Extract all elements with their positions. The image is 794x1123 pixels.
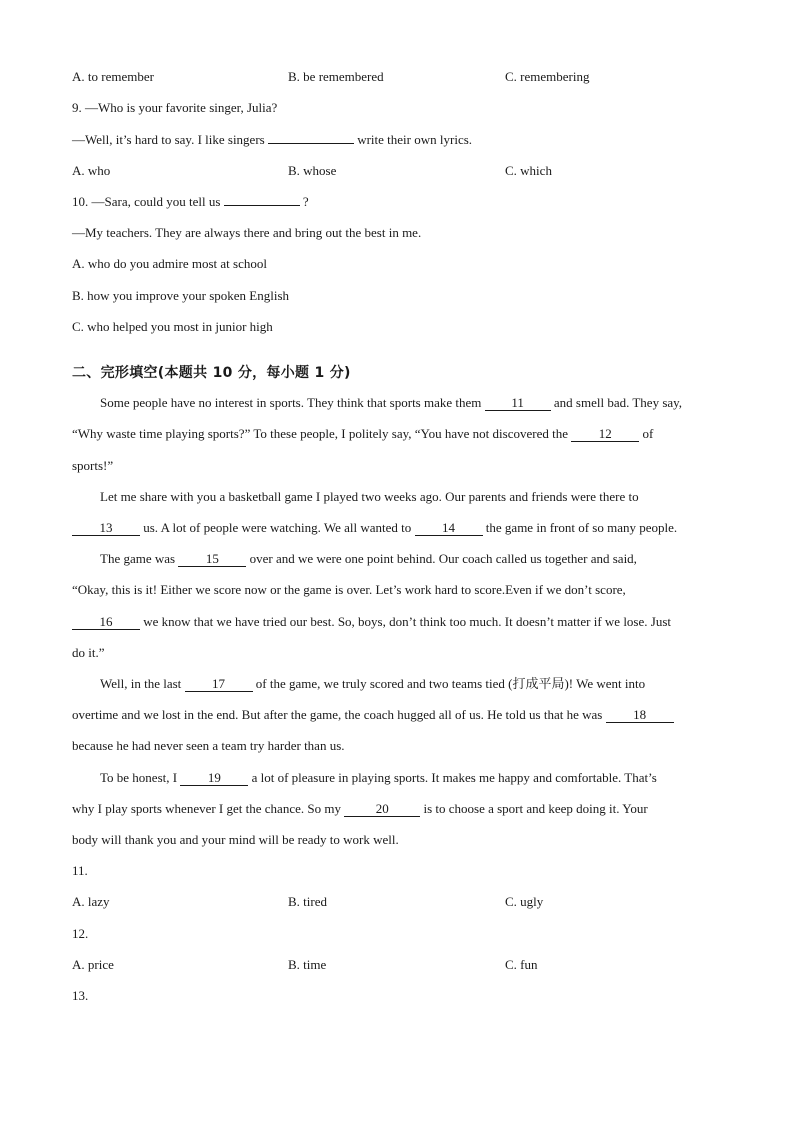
q11-option-a: A. lazy — [72, 894, 110, 909]
blank-13: 13 — [72, 521, 140, 536]
p4-text: overtime and we lost in the end. But after the game, the coach hugged all of us. He told us that he was — [72, 707, 603, 722]
q9-stem: 9. —Who is your favorite singer, Julia? — [72, 100, 278, 115]
blank-15: 15 — [178, 552, 246, 567]
q10-option-b: B. how you improve your spoken English — [72, 288, 290, 303]
q9-option-b: B. whose — [288, 163, 337, 178]
q10-option-c: C. who helped you most in junior high — [72, 319, 273, 334]
q10-option-a: A. who do you admire most at school — [72, 256, 267, 271]
p1-line-2 — [72, 426, 653, 442]
p5-line-1 — [100, 770, 657, 786]
p1-line-1 — [100, 395, 682, 411]
q8-option-b: B. be remembered — [288, 69, 384, 84]
p4-line-2 — [72, 707, 674, 723]
p3-line-2: “Okay, this is it! Either we score now or the game is over. Let’s work hard to score.Even if we don’t score, — [72, 582, 626, 597]
q12-option-b: B. time — [288, 957, 327, 972]
p3-line-1 — [100, 551, 637, 567]
p5-text: To be honest, I — [100, 770, 178, 785]
q10-reply: —My teachers. They are always there and bring out the best in me. — [72, 225, 422, 240]
blank-17: 17 — [185, 677, 253, 692]
q10-stem-after: ? — [302, 194, 309, 209]
q9-reply — [72, 132, 472, 148]
p1-text-after: and smell bad. They say, — [553, 395, 683, 410]
blank-20: 20 — [344, 802, 420, 817]
p5-line-2 — [72, 801, 648, 817]
q10-stem-before: 10. —Sara, could you tell us — [72, 194, 221, 209]
q11-option-b: B. tired — [288, 894, 327, 909]
q10-stem — [72, 194, 309, 210]
p5-line-3: body will thank you and your mind will be ready to work well. — [72, 832, 399, 847]
q8-option-a: A. to remember — [72, 69, 154, 84]
p4-text: Well, in the last — [100, 676, 182, 691]
q12-number: 12. — [72, 926, 89, 941]
q9-option-c: C. which — [505, 163, 552, 178]
q13-number: 13. — [72, 988, 89, 1003]
p3-line-3 — [72, 614, 671, 630]
p3-text: we know that we have tried our best. So, boys, don’t think too much. It doesn’t matter if we lose. Just — [143, 614, 671, 629]
blank-16: 16 — [72, 615, 140, 630]
p3-text-after: over and we were one point behind. Our coach called us together and said, — [249, 551, 637, 566]
p3-text: The game was — [100, 551, 176, 566]
q10-blank — [224, 205, 300, 206]
blank-14: 14 — [415, 521, 483, 536]
p5-text: why I play sports whenever I get the chance. So my — [72, 801, 341, 816]
section-heading: 二、完形填空(本题共 10 分，每小题 1 分) — [72, 365, 351, 381]
p4-text-after: of the game, we truly scored and two teams tied (打成平局)! We went into — [255, 676, 646, 691]
p2-text-after: the game in front of so many people. — [485, 520, 678, 535]
q9-reply-after: write their own lyrics. — [357, 132, 473, 147]
p1-text: Some people have no interest in sports. They think that sports make them — [100, 395, 482, 410]
q8-option-c: C. remembering — [505, 69, 590, 84]
p1-text-after: of — [642, 426, 654, 441]
q11-number: 11. — [72, 863, 88, 878]
p4-line-1 — [100, 676, 645, 692]
q9-option-a: A. who — [72, 163, 111, 178]
p1-text: “Why waste time playing sports?” To these people, I politely say, “You have not discovered the — [72, 426, 568, 441]
q12-option-a: A. price — [72, 957, 114, 972]
p5-text-after: a lot of pleasure in playing sports. It makes me happy and comfortable. That’s — [251, 770, 657, 785]
blank-11: 11 — [485, 396, 551, 411]
q9-blank — [268, 143, 354, 144]
p2-line-1: Let me share with you a basketball game I played two weeks ago. Our parents and friends were there to — [100, 489, 639, 504]
blank-19: 19 — [180, 771, 248, 786]
p2-text: us. A lot of people were watching. We all wanted to — [143, 520, 412, 535]
blank-12: 12 — [571, 427, 639, 442]
q12-option-c: C. fun — [505, 957, 538, 972]
p5-text-after: is to choose a sport and keep doing it. Your — [423, 801, 648, 816]
p4-line-3: because he had never seen a team try harder than us. — [72, 738, 345, 753]
p2-line-2 — [72, 520, 677, 536]
blank-18: 18 — [606, 708, 674, 723]
q9-reply-before: —Well, it’s hard to say. I like singers — [72, 132, 265, 147]
p1-line-3: sports!” — [72, 458, 114, 473]
p3-line-4: do it.” — [72, 645, 105, 660]
q11-option-c: C. ugly — [505, 894, 544, 909]
